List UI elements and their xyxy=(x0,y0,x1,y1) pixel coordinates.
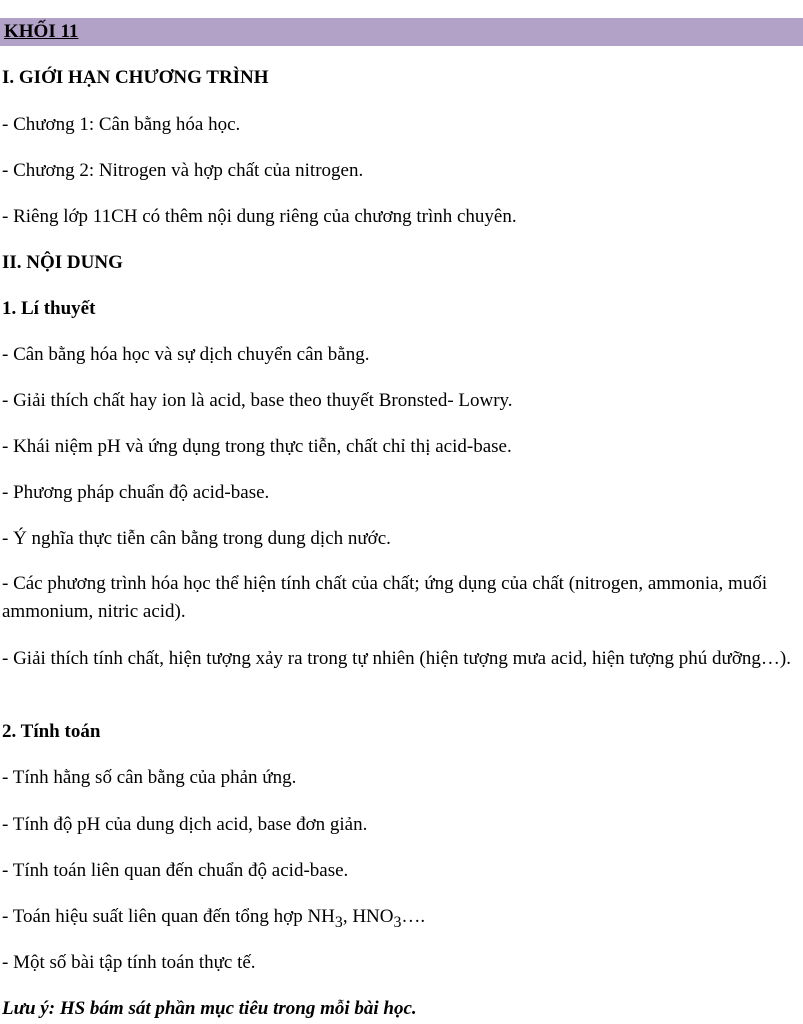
list-item: - Giải thích tính chất, hiện tượng xảy ra trong tự nhiên (hiện tượng mưa acid, hiện tượng phú dưỡng…). xyxy=(2,648,791,669)
yield-text: - Toán hiệu suất liên quan đến tổng hợp NH xyxy=(2,906,335,927)
yield-text: …. xyxy=(401,906,426,927)
list-item: - Chương 1: Cân bằng hóa học. xyxy=(2,114,241,135)
list-item: - Phương pháp chuẩn độ acid-base. xyxy=(2,482,270,503)
list-item: - Ý nghĩa thực tiễn cân bằng trong dung dịch nước. xyxy=(2,528,391,549)
list-item: - Chương 2: Nitrogen và hợp chất của nitrogen. xyxy=(2,160,364,181)
subscript: 3 xyxy=(334,913,343,931)
list-item: - Các phương trình hóa học thể hiện tính chất của chất; ứng dụng của chất (nitrogen, ammonia, muối ammonium, nitric acid). xyxy=(2,573,768,622)
list-item: - Khái niệm pH và ứng dụng trong thực tiễn, chất chỉ thị acid-base. xyxy=(2,436,512,457)
list-item: - Cân bằng hóa học và sự dịch chuyển cân bằng. xyxy=(2,344,370,365)
section-content-heading: II. NỘI DUNG xyxy=(2,252,123,273)
list-item: - Một số bài tập tính toán thực tế. xyxy=(2,952,256,973)
yield-text: , HNO xyxy=(342,906,394,927)
study-note: Lưu ý: HS bám sát phần mục tiêu trong mỗi bài học. xyxy=(2,998,417,1019)
list-item: - Tính toán liên quan đến chuẩn độ acid-base. xyxy=(2,860,349,881)
calc-heading: 2. Tính toán xyxy=(2,721,101,742)
list-item: - Tính hằng số cân bằng của phản ứng. xyxy=(2,767,297,788)
list-item: - Giải thích chất hay ion là acid, base theo thuyết Bronsted- Lowry. xyxy=(2,390,513,411)
section-limits-heading: I. GIỚI HẠN CHƯƠNG TRÌNH xyxy=(2,67,269,88)
grade-banner xyxy=(0,18,803,46)
grade-title: KHỐI 11 xyxy=(4,21,79,42)
theory-heading: 1. Lí thuyết xyxy=(2,298,96,319)
subscript: 3 xyxy=(393,913,402,931)
list-item: - Riêng lớp 11CH có thêm nội dung riêng của chương trình chuyên. xyxy=(2,206,517,227)
list-item: - Tính độ pH của dung dịch acid, base đơn giản. xyxy=(2,814,368,835)
list-item xyxy=(2,905,425,935)
